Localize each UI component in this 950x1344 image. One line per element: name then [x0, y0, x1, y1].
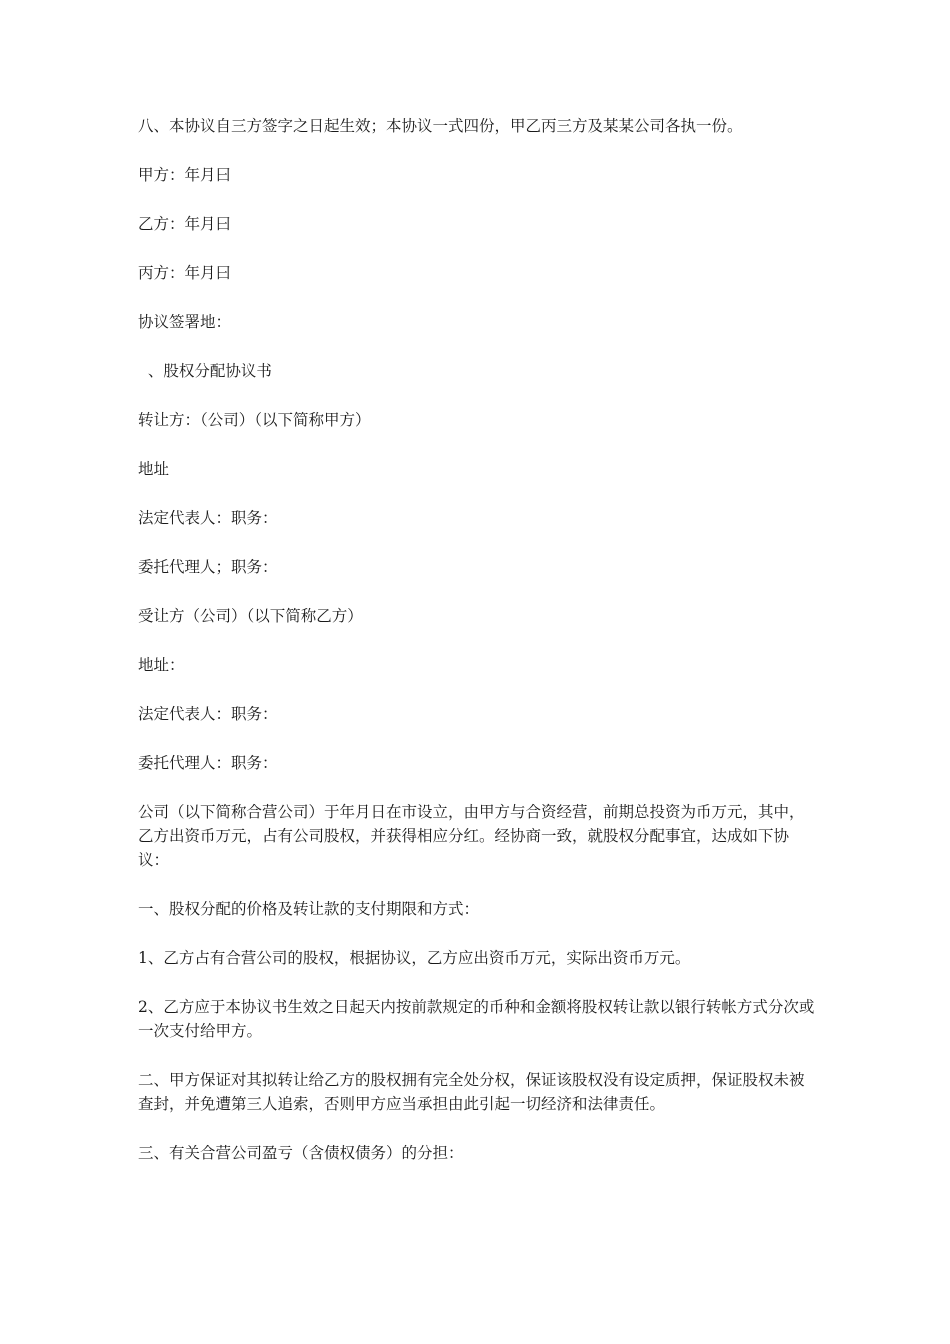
document-body	[138, 114, 818, 1190]
signing-place: 协议签署地：	[138, 313, 232, 331]
clause-two: 二、甲方保证对其拟转让给乙方的股权拥有完全处分权，保证该股权没有设定质押，保证股权未被查封，并免遭第三人追索，否则甲方应当承担由此引起一切经济和法律责任。	[138, 1071, 805, 1113]
party-c-date: 丙方：年月曰	[138, 264, 232, 282]
clause-three-heading: 三、有关合营公司盈亏（含债权债务）的分担：	[138, 1144, 464, 1162]
party-b-date: 乙方：年月曰	[138, 215, 232, 233]
clause-one-item-1: 1、乙方占有合营公司的股权，根据协议，乙方应出资币万元，实际出资币万元。	[138, 949, 691, 967]
transferor-legal-rep: 法定代表人：职务：	[138, 509, 278, 527]
clause-one-heading: 一、股权分配的价格及转让款的支付期限和方式：	[138, 900, 480, 918]
transferee-address: 地址：	[138, 656, 185, 674]
transferor-agent: 委托代理人；职务：	[138, 558, 278, 576]
preamble: 公司（以下简称合营公司）于年月日在市设立，由甲方与合资经营，前期总投资为币万元，其中，乙方出资币万元，占有公司股权，并获得相应分红。经协商一致，就股权分配事宜，达成如下协议：	[138, 803, 805, 869]
transferee-legal-rep: 法定代表人：职务：	[138, 705, 278, 723]
party-a-date: 甲方：年月曰	[138, 166, 232, 184]
transferor-address: 地址	[138, 460, 170, 478]
clause-eight-effective: 八、本协议自三方签字之日起生效；本协议一式四份，甲乙丙三方及某某公司各执一份。	[138, 117, 743, 135]
transferor: 转让方：（公司）（以下简称甲方）	[138, 411, 371, 429]
transferee: 受让方（公司）（以下简称乙方）	[138, 607, 363, 625]
transferee-agent: 委托代理人：职务：	[138, 754, 278, 772]
clause-one-item-2: 2、乙方应于本协议书生效之日起天内按前款规定的币种和金额将股权转让款以银行转帐方式分次或一次支付给甲方。	[138, 998, 815, 1040]
section-title: 、股权分配协议书	[138, 362, 272, 380]
